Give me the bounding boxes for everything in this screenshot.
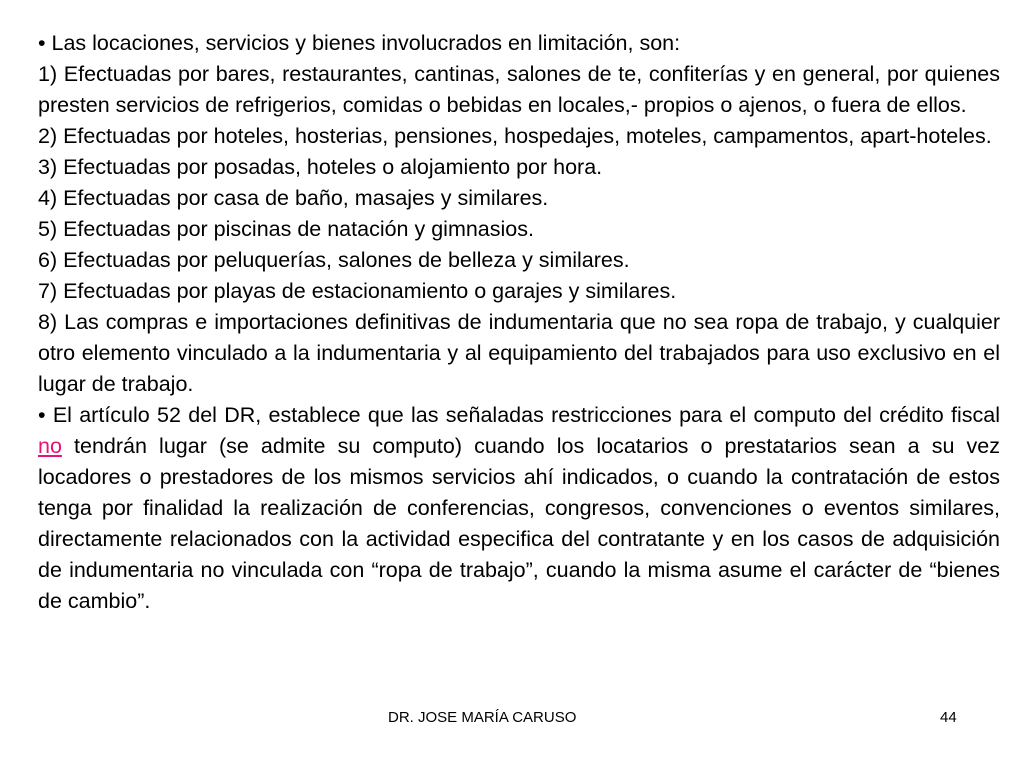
list-item-2: 2) Efectuadas por hoteles, hosterias, pensiones, hospedajes, moteles, campamentos, apart-hoteles. <box>38 124 992 148</box>
list-item-7: 7) Efectuadas por playas de estacionamiento o garajes y similares. <box>38 279 677 303</box>
page-number: 44 <box>940 709 957 726</box>
list-item-3: 3) Efectuadas por posadas, hoteles o alojamiento por hora. <box>38 155 603 179</box>
intro-bullet: • Las locaciones, servicios y bienes involucrados en limitación, son: <box>38 31 681 55</box>
article-52-note <box>38 400 1000 617</box>
note-text-before: • El artículo 52 del DR, establece que las señaladas restricciones para el computo del crédito fiscal <box>38 403 1000 427</box>
note-highlight-no: no <box>38 434 62 458</box>
list-item-1: 1) Efectuadas por bares, restaurantes, cantinas, salones de te, confiterías y en general, por quienes presten servicios de refrigerios, comidas o bebidas en locales,- propios o ajenos, o fuera de ellos. <box>38 62 1000 117</box>
list-item-8: 8) Las compras e importaciones definitivas de indumentaria que no sea ropa de trabajo, y cualquier otro elemento vinculado a la indumentaria y al equipamiento del trabajados para uso exclusivo en el lugar de trabajo. <box>38 310 1000 396</box>
note-text-after: tendrán lugar (se admite su computo) cuando los locatarios o prestatarios sean a su vez locadores o prestadores de los mismos servicios ahí indicados, o cuando la contratación de estos tenga por finalidad la realización de conferencias, congresos, convenciones o eventos similares, directamente relacionados con la actividad especifica del contratante y en los casos de adquisición de indumentaria no vinculada con “ropa de trabajo”, cuando la misma asume el carácter de “bienes de cambio”. <box>38 434 1000 613</box>
slide-body <box>38 28 1000 617</box>
list-item-4: 4) Efectuadas por casa de baño, masajes y similares. <box>38 186 549 210</box>
list-item-6: 6) Efectuadas por peluquerías, salones de belleza y similares. <box>38 248 630 272</box>
footer-author: DR. JOSE MARÍA CARUSO <box>388 709 577 726</box>
list-item-5: 5) Efectuadas por piscinas de natación y gimnasios. <box>38 217 534 241</box>
